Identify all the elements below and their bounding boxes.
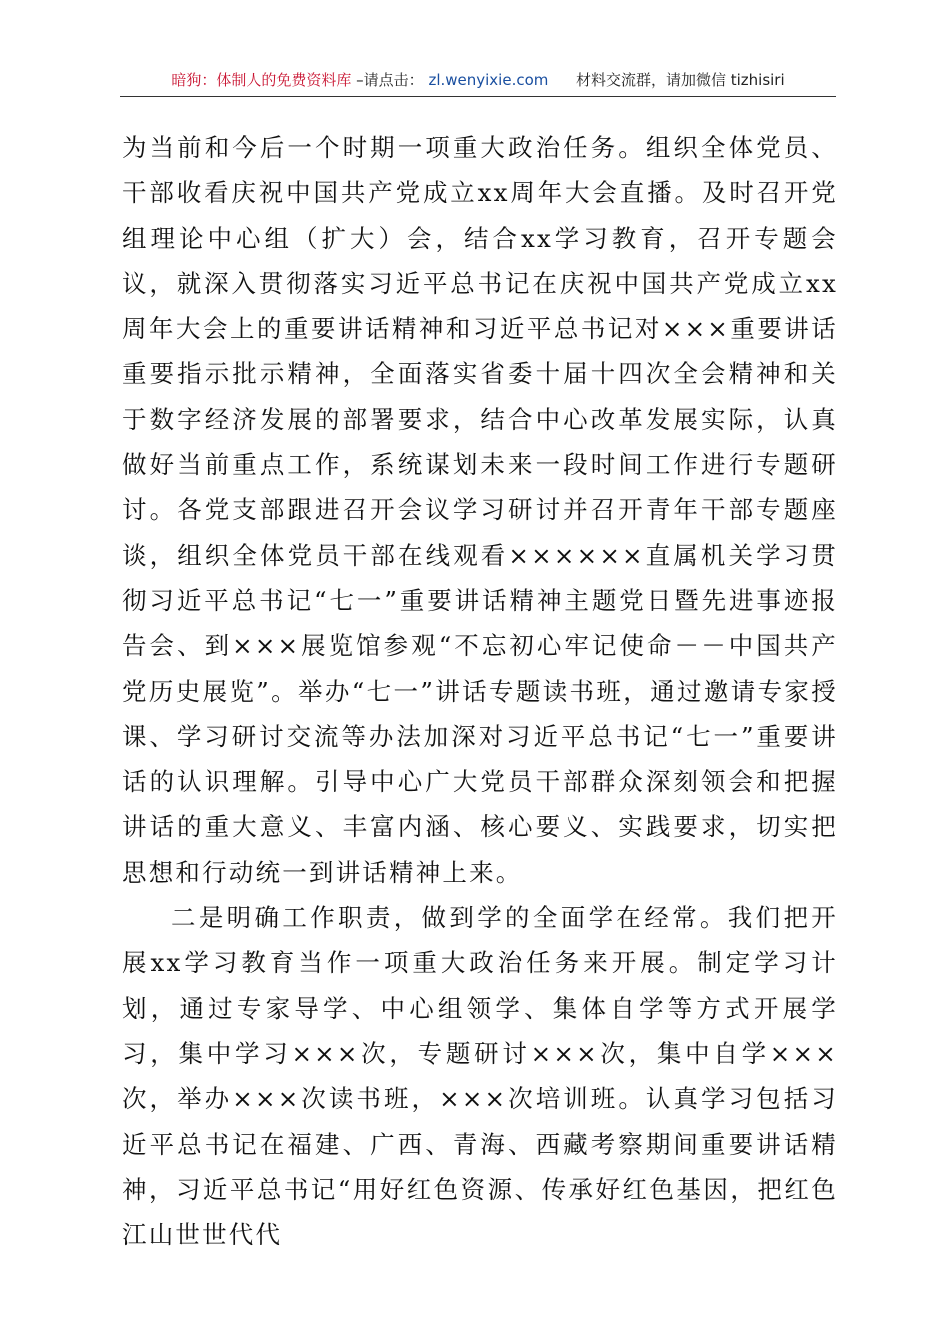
paragraph-second-point: 二是明确工作职责，做到学的全面学在经常。我们把开展xx学习教育当作一项重大政治任务来开展。制定学习计划，通过专家导学、中心组领学、集体自学等方式开展学习，集中学习×××次，专题研讨×××次，集中自学×××次，举办×××次读书班，×××次培训班。认真学习包括习近平总书记在福建、广西、青海、西藏考察期间重要讲话精神，习近平总书记“用好红色资源、传承好红色基因，把红色江山世世代代 [122, 903, 838, 1250]
header-url-link[interactable]: zl.wenyixie.com [428, 71, 549, 89]
header-group-info: 材料交流群，请加微信 tizhisiri [575, 71, 785, 89]
document-body [122, 125, 838, 1257]
header-click-label: –请点击： [356, 71, 424, 89]
header-brand: 暗狗：体制人的免费资料库 [171, 71, 352, 89]
page-header [120, 66, 836, 97]
paragraph-continued: 为当前和今后一个时期一项重大政治任务。组织全体党员、干部收看庆祝中国共产党成立xx周年大会直播。及时召开党组理论中心组（扩大）会，结合xx学习教育，召开专题会议，就深入贯彻落实习近平总书记在庆祝中国共产党成立xx周年大会上的重要讲话精神和习近平总书记对×××重要讲话重要指示批示精神，全面落实省委十届十四次全会精神和关于数字经济发展的部署要求，结合中心改革发展实际，认真做好当前重点工作，系统谋划未来一段时间工作进行专题研讨。各党支部跟进召开会议学习研讨并召开青年干部专题座谈，组织全体党员干部在线观看××××××直属机关学习贯彻习近平总书记“七一”重要讲话精神主题党日暨先进事迹报告会、到×××展览馆参观“不忘初心牢记使命－－中国共产党历史展览”。举办“七一”讲话专题读书班，通过邀请专家授课、学习研讨交流等办法加深对习近平总书记“七一”重要讲话的认识理解。引导中心广大党员干部群众深刻领会和把握讲话的重大意义、丰富内涵、核心要义、实践要求，切实把思想和行动统一到讲话精神上来。 [122, 133, 838, 887]
